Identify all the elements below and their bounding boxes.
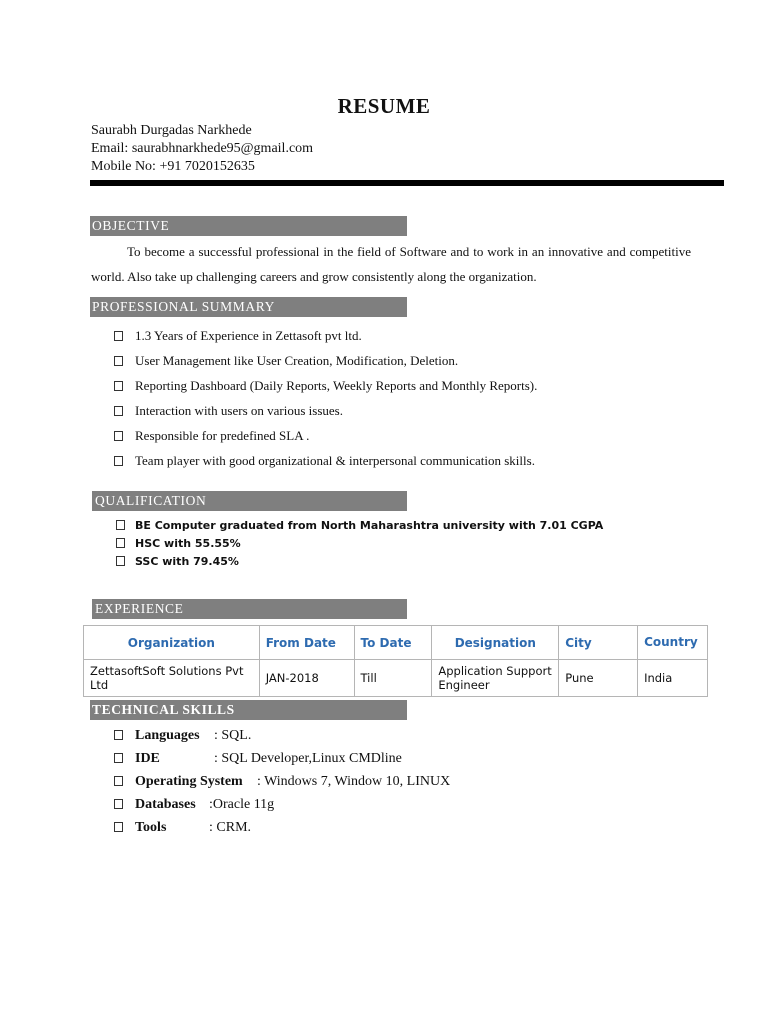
- skill-label: Languages: [135, 728, 200, 743]
- candidate-name: Saurabh Durgadas Narkhede: [91, 123, 252, 138]
- qualification-heading: QUALIFICATION: [92, 491, 407, 511]
- experience-table: [83, 625, 708, 697]
- qualification-item-text: HSC with 55.55%: [135, 537, 241, 550]
- list-item: [116, 553, 603, 571]
- column-header-to-date: To Date: [354, 626, 432, 660]
- bullet-box-icon: [114, 356, 123, 366]
- bullet-box-icon: [116, 556, 125, 566]
- cell-from-date: JAN-2018: [259, 660, 354, 697]
- bullet-box-icon: [114, 730, 123, 740]
- summary-item-text: User Management like User Creation, Modification, Deletion.: [135, 353, 459, 368]
- table-row: [84, 660, 708, 697]
- cell-designation: Application Support Engineer: [432, 660, 559, 697]
- bullet-box-icon: [114, 381, 123, 391]
- column-header-from-date: From Date: [259, 626, 354, 660]
- bullet-box-icon: [114, 753, 123, 763]
- skill-value: : SQL.: [214, 728, 252, 743]
- list-item: [114, 348, 537, 373]
- list-item: [114, 398, 537, 423]
- summary-item-text: Responsible for predefined SLA .: [135, 428, 310, 443]
- column-header-country: Country: [638, 626, 708, 660]
- technical-skills-heading: TECHNICAL SKILLS: [90, 700, 407, 720]
- skill-value: : Windows 7, Window 10, LINUX: [257, 774, 451, 789]
- skill-label: Tools: [135, 820, 167, 835]
- bullet-box-icon: [116, 520, 125, 530]
- list-item: [114, 816, 450, 839]
- list-item: [114, 323, 537, 348]
- cell-organization: ZettasoftSoft Solutions Pvt Ltd: [84, 660, 260, 697]
- cell-country: India: [638, 660, 708, 697]
- qualification-item-text: BE Computer graduated from North Maharashtra university with 7.01 CGPA: [135, 519, 604, 532]
- skill-value: : SQL Developer,Linux CMDline: [214, 751, 402, 766]
- list-item: [116, 517, 603, 535]
- bullet-box-icon: [116, 538, 125, 548]
- bullet-box-icon: [114, 331, 123, 341]
- skill-label: IDE: [135, 751, 160, 766]
- summary-item-text: Team player with good organizational & interpersonal communication skills.: [135, 453, 535, 468]
- table-header-row: [84, 626, 708, 660]
- column-header-city: City: [559, 626, 638, 660]
- summary-item-text: Interaction with users on various issues.: [135, 403, 343, 418]
- objective-text: To become a successful professional in the field of Software and to work in an innovative and competitive world. Also take up challenging careers and grow consistently along the organization.: [91, 244, 691, 284]
- bullet-box-icon: [114, 431, 123, 441]
- summary-item-text: Reporting Dashboard (Daily Reports, Weekly Reports and Monthly Reports).: [135, 378, 538, 393]
- bullet-box-icon: [114, 822, 123, 832]
- resume-title: RESUME: [337, 94, 431, 118]
- skill-label: Operating System: [135, 774, 243, 789]
- professional-summary-list: [114, 323, 537, 473]
- professional-summary-heading: PROFESSIONAL SUMMARY: [90, 297, 407, 317]
- cell-to-date: Till: [354, 660, 432, 697]
- list-item: [114, 373, 537, 398]
- list-item: [114, 770, 450, 793]
- column-header-designation: Designation: [432, 626, 559, 660]
- objective-heading: OBJECTIVE: [90, 216, 407, 236]
- list-item: [114, 724, 450, 747]
- list-item: [114, 793, 450, 816]
- qualification-list: [116, 517, 603, 571]
- technical-skills-list: [114, 724, 450, 839]
- skill-label: Databases: [135, 797, 196, 812]
- mobile-line: Mobile No: +91 7020152635: [91, 159, 255, 174]
- header-divider: [90, 180, 724, 186]
- list-item: [116, 535, 603, 553]
- list-item: [114, 747, 450, 770]
- summary-item-text: 1.3 Years of Experience in Zettasoft pvt ltd.: [135, 328, 362, 343]
- bullet-box-icon: [114, 799, 123, 809]
- bullet-box-icon: [114, 406, 123, 416]
- list-item: [114, 448, 537, 473]
- list-item: [114, 423, 537, 448]
- bullet-box-icon: [114, 456, 123, 466]
- skill-value: : CRM.: [209, 820, 252, 835]
- skill-value: :Oracle 11g: [209, 797, 275, 812]
- email-line: Email: saurabhnarkhede95@gmail.com: [91, 141, 314, 156]
- cell-city: Pune: [559, 660, 638, 697]
- bullet-box-icon: [114, 776, 123, 786]
- column-header-organization: Organization: [84, 626, 260, 660]
- experience-heading: EXPERIENCE: [92, 599, 407, 619]
- qualification-item-text: SSC with 79.45%: [135, 555, 239, 568]
